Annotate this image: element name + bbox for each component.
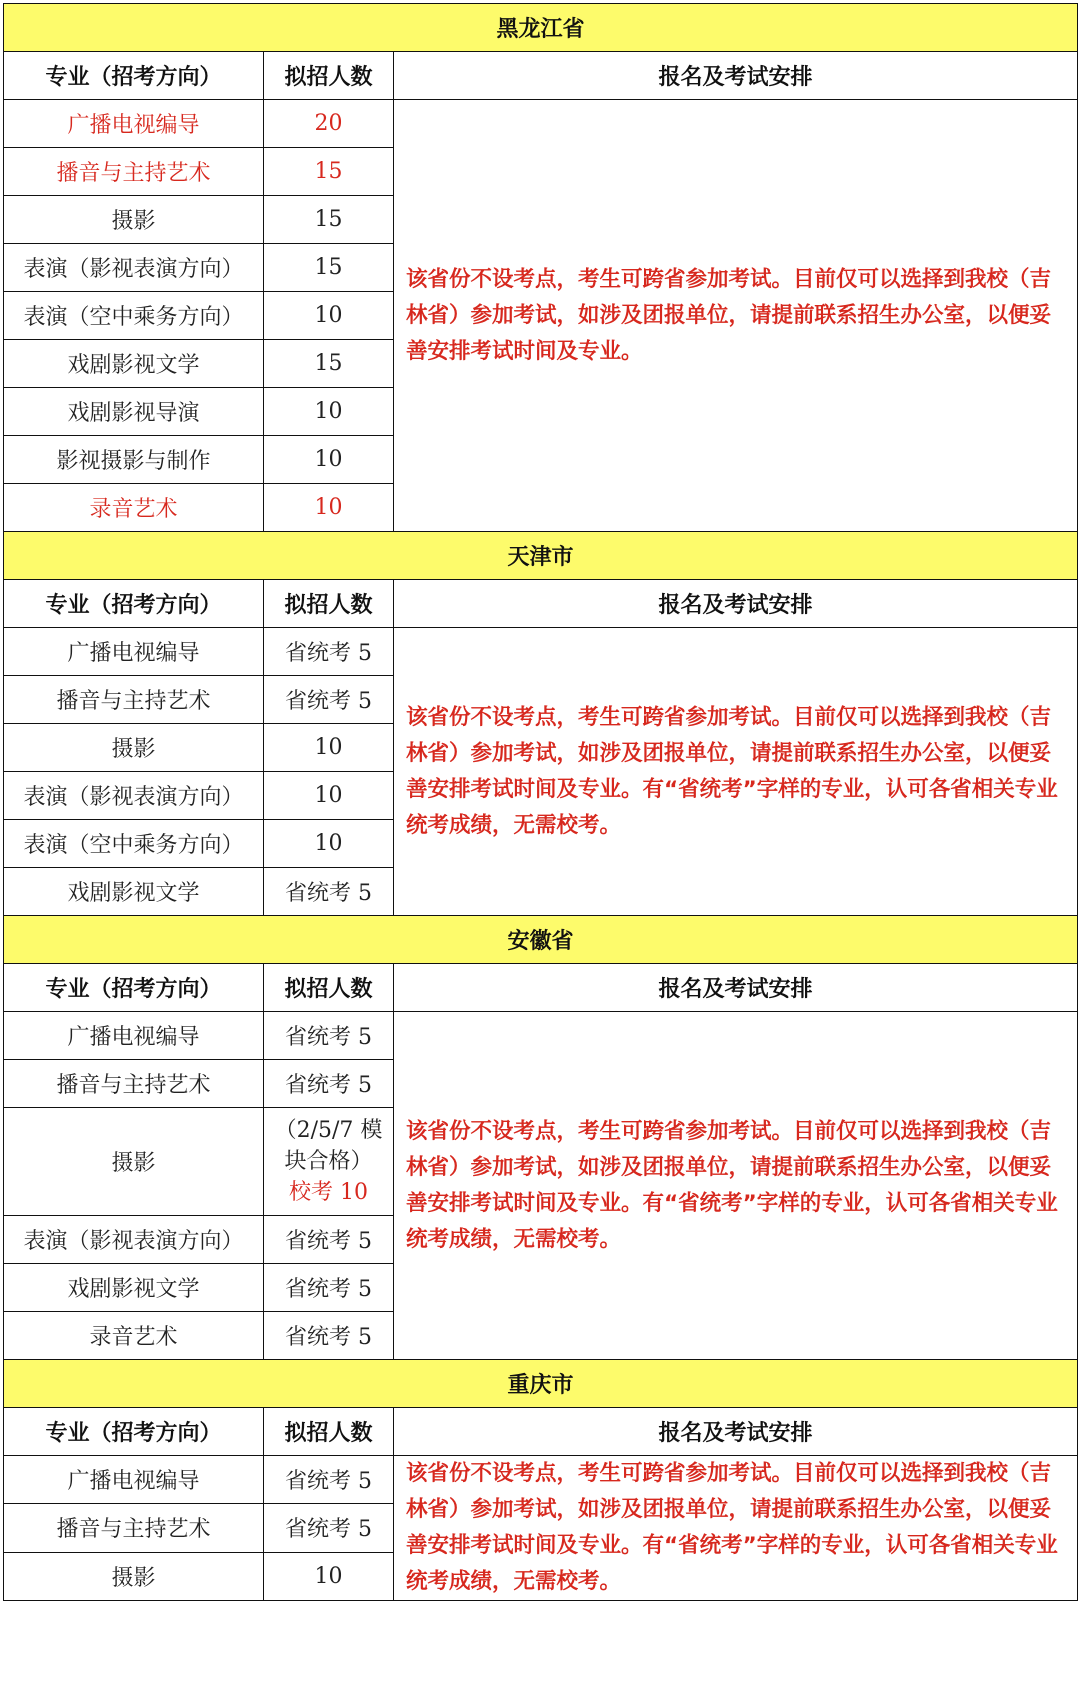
major-cell: 广播电视编导 xyxy=(4,1012,264,1060)
quota-cell: 省统考 5 xyxy=(264,868,394,916)
major-cell: 戏剧影视导演 xyxy=(4,388,264,436)
quota-cell: 省统考 5 xyxy=(264,1012,394,1060)
major-cell: 摄影 xyxy=(4,724,264,772)
quota-line: 块合格） xyxy=(284,1149,373,1174)
major-cell: 摄影 xyxy=(4,1552,264,1600)
quota-cell-multiline xyxy=(264,1108,394,1216)
header-arrangement: 报名及考试安排 xyxy=(394,1408,1078,1456)
arrangement-note: 该省份不设考点，考生可跨省参加考试。目前仅可以选择到我校（吉林省）参加考试，如涉及团报单位，请提前联系招生办公室，以便妥善安排考试时间及专业。有“省统考”字样的专业，认可各省相关专业统考成绩，无需校考。 xyxy=(394,628,1078,916)
major-cell: 广播电视编导 xyxy=(4,1456,264,1504)
table-row xyxy=(4,1012,1078,1060)
quota-cell: 10 xyxy=(264,772,394,820)
header-major: 专业（招考方向） xyxy=(4,580,264,628)
region-header-tianjin xyxy=(4,532,1078,580)
quota-cell: 省统考 5 xyxy=(264,1216,394,1264)
major-cell: 摄影 xyxy=(4,1108,264,1216)
arrangement-note: 该省份不设考点，考生可跨省参加考试。目前仅可以选择到我校（吉林省）参加考试，如涉及团报单位，请提前联系招生办公室，以便妥善安排考试时间及专业。 xyxy=(394,100,1078,532)
region-title: 黑龙江省 xyxy=(4,4,1078,52)
quota-cell: 10 xyxy=(264,436,394,484)
region-title: 安徽省 xyxy=(4,916,1078,964)
major-cell: 播音与主持艺术 xyxy=(4,1504,264,1552)
quota-cell: 10 xyxy=(264,820,394,868)
major-cell: 录音艺术 xyxy=(4,484,264,532)
header-arrangement: 报名及考试安排 xyxy=(394,52,1078,100)
quota-cell: 15 xyxy=(264,340,394,388)
quota-cell: 10 xyxy=(264,388,394,436)
major-cell: 戏剧影视文学 xyxy=(4,340,264,388)
quota-cell: 省统考 5 xyxy=(264,1060,394,1108)
header-arrangement: 报名及考试安排 xyxy=(394,580,1078,628)
quota-cell: 省统考 5 xyxy=(264,676,394,724)
major-cell: 表演（影视表演方向） xyxy=(4,772,264,820)
quota-cell: 省统考 5 xyxy=(264,1504,394,1552)
quota-line-school-exam: 校考 10 xyxy=(289,1180,368,1205)
region-title: 重庆市 xyxy=(4,1360,1078,1408)
header-quota: 拟招人数 xyxy=(264,52,394,100)
major-cell: 广播电视编导 xyxy=(4,100,264,148)
quota-cell: 10 xyxy=(264,484,394,532)
arrangement-note: 该省份不设考点，考生可跨省参加考试。目前仅可以选择到我校（吉林省）参加考试，如涉及团报单位，请提前联系招生办公室，以便妥善安排考试时间及专业。有“省统考”字样的专业，认可各省相关专业统考成绩，无需校考。 xyxy=(394,1456,1078,1601)
column-header-row xyxy=(4,52,1078,100)
enrollment-plan-table-wrapper xyxy=(3,3,1077,1601)
header-arrangement: 报名及考试安排 xyxy=(394,964,1078,1012)
header-major: 专业（招考方向） xyxy=(4,964,264,1012)
column-header-row xyxy=(4,964,1078,1012)
column-header-row xyxy=(4,580,1078,628)
quota-cell: 10 xyxy=(264,724,394,772)
header-quota: 拟招人数 xyxy=(264,1408,394,1456)
quota-cell: 20 xyxy=(264,100,394,148)
quota-cell: 15 xyxy=(264,148,394,196)
region-header-anhui xyxy=(4,916,1078,964)
quota-cell: 省统考 5 xyxy=(264,1312,394,1360)
table-row xyxy=(4,1456,1078,1504)
column-header-row xyxy=(4,1408,1078,1456)
quota-cell: 15 xyxy=(264,196,394,244)
quota-cell: 10 xyxy=(264,292,394,340)
major-cell: 广播电视编导 xyxy=(4,628,264,676)
major-cell: 播音与主持艺术 xyxy=(4,148,264,196)
quota-cell: 省统考 5 xyxy=(264,628,394,676)
major-cell: 播音与主持艺术 xyxy=(4,676,264,724)
region-header-heilongjiang xyxy=(4,4,1078,52)
major-cell: 影视摄影与制作 xyxy=(4,436,264,484)
header-major: 专业（招考方向） xyxy=(4,52,264,100)
major-cell: 录音艺术 xyxy=(4,1312,264,1360)
header-quota: 拟招人数 xyxy=(264,580,394,628)
table-row xyxy=(4,100,1078,148)
quota-cell: 省统考 5 xyxy=(264,1264,394,1312)
major-cell: 表演（空中乘务方向） xyxy=(4,820,264,868)
table-row xyxy=(4,628,1078,676)
arrangement-note: 该省份不设考点，考生可跨省参加考试。目前仅可以选择到我校（吉林省）参加考试，如涉及团报单位，请提前联系招生办公室，以便妥善安排考试时间及专业。有“省统考”字样的专业，认可各省相关专业统考成绩，无需校考。 xyxy=(394,1012,1078,1360)
quota-cell: 15 xyxy=(264,244,394,292)
quota-line: （2/5/7 模 xyxy=(274,1118,383,1143)
quota-cell: 省统考 5 xyxy=(264,1456,394,1504)
major-cell: 摄影 xyxy=(4,196,264,244)
major-cell: 戏剧影视文学 xyxy=(4,868,264,916)
major-cell: 播音与主持艺术 xyxy=(4,1060,264,1108)
major-cell: 表演（影视表演方向） xyxy=(4,1216,264,1264)
major-cell: 表演（空中乘务方向） xyxy=(4,292,264,340)
region-title: 天津市 xyxy=(4,532,1078,580)
region-header-chongqing xyxy=(4,1360,1078,1408)
header-major: 专业（招考方向） xyxy=(4,1408,264,1456)
header-quota: 拟招人数 xyxy=(264,964,394,1012)
quota-cell: 10 xyxy=(264,1552,394,1600)
major-cell: 戏剧影视文学 xyxy=(4,1264,264,1312)
major-cell: 表演（影视表演方向） xyxy=(4,244,264,292)
enrollment-plan-table xyxy=(3,3,1078,1601)
